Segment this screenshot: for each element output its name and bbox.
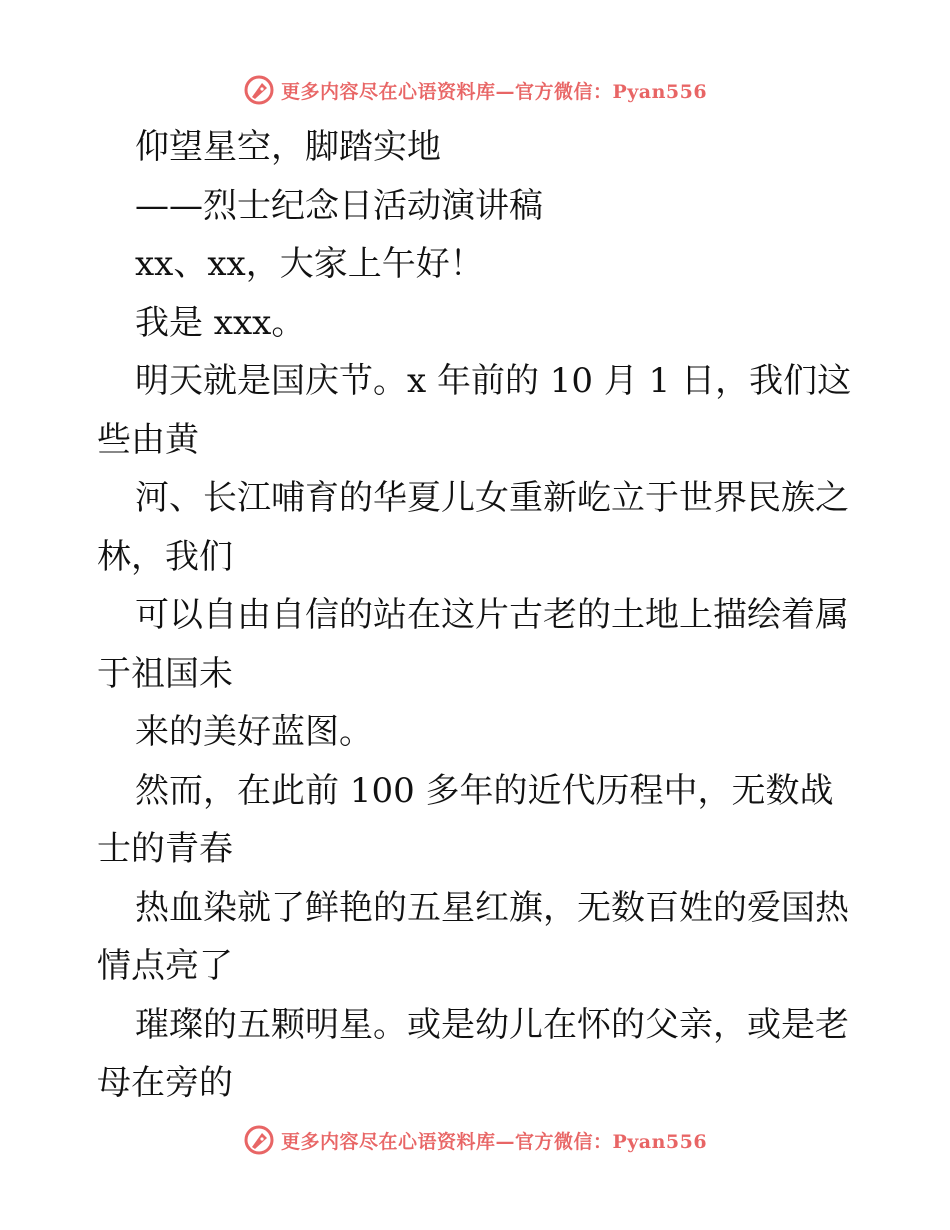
text-line: 然而，在此前 100 多年的近代历程中，无数战: [135, 770, 834, 811]
pen-nib-circle-icon: [243, 1124, 275, 1156]
text-line: 士的青春: [97, 829, 233, 869]
text-line: 些由黄: [97, 419, 199, 460]
text-line: 情点亮了: [97, 946, 233, 986]
text-line: 河、长江哺育的华夏儿女重新屹立于世界民族之: [135, 478, 849, 518]
text-line: 来的美好蓝图。: [135, 712, 373, 752]
text-line: 热血染就了鲜艳的五星红旗，无数百姓的爱国热: [135, 887, 849, 928]
text-line: 明天就是国庆节。x 年前的 10 月 1 日，我们这: [135, 361, 852, 401]
document-subtitle: ——烈士纪念日活动演讲稿: [135, 185, 543, 226]
text-line: 母在旁的: [97, 1063, 233, 1103]
pen-nib-circle-icon: [243, 74, 275, 106]
header-watermark: [0, 70, 950, 110]
watermark-text: 更多内容尽在心语资料库—官方微信：Pyan556: [280, 80, 708, 103]
document-title: 仰望星空，脚踏实地: [135, 127, 441, 167]
text-line: 璀璨的五颗明星。或是幼儿在怀的父亲，或是老: [135, 1004, 849, 1045]
footer-watermark: [0, 1120, 950, 1160]
text-line: 林，我们: [97, 536, 233, 577]
watermark-text: 更多内容尽在心语资料库—官方微信：Pyan556: [280, 1130, 708, 1153]
text-line: xx、xx，大家上午好！: [135, 244, 484, 284]
text-line: 我是 xxx。: [135, 302, 306, 343]
document-body: [97, 118, 857, 1113]
text-line: 可以自由自信的站在这片古老的土地上描绘着属: [135, 595, 849, 635]
text-line: 于祖国未: [97, 653, 233, 694]
